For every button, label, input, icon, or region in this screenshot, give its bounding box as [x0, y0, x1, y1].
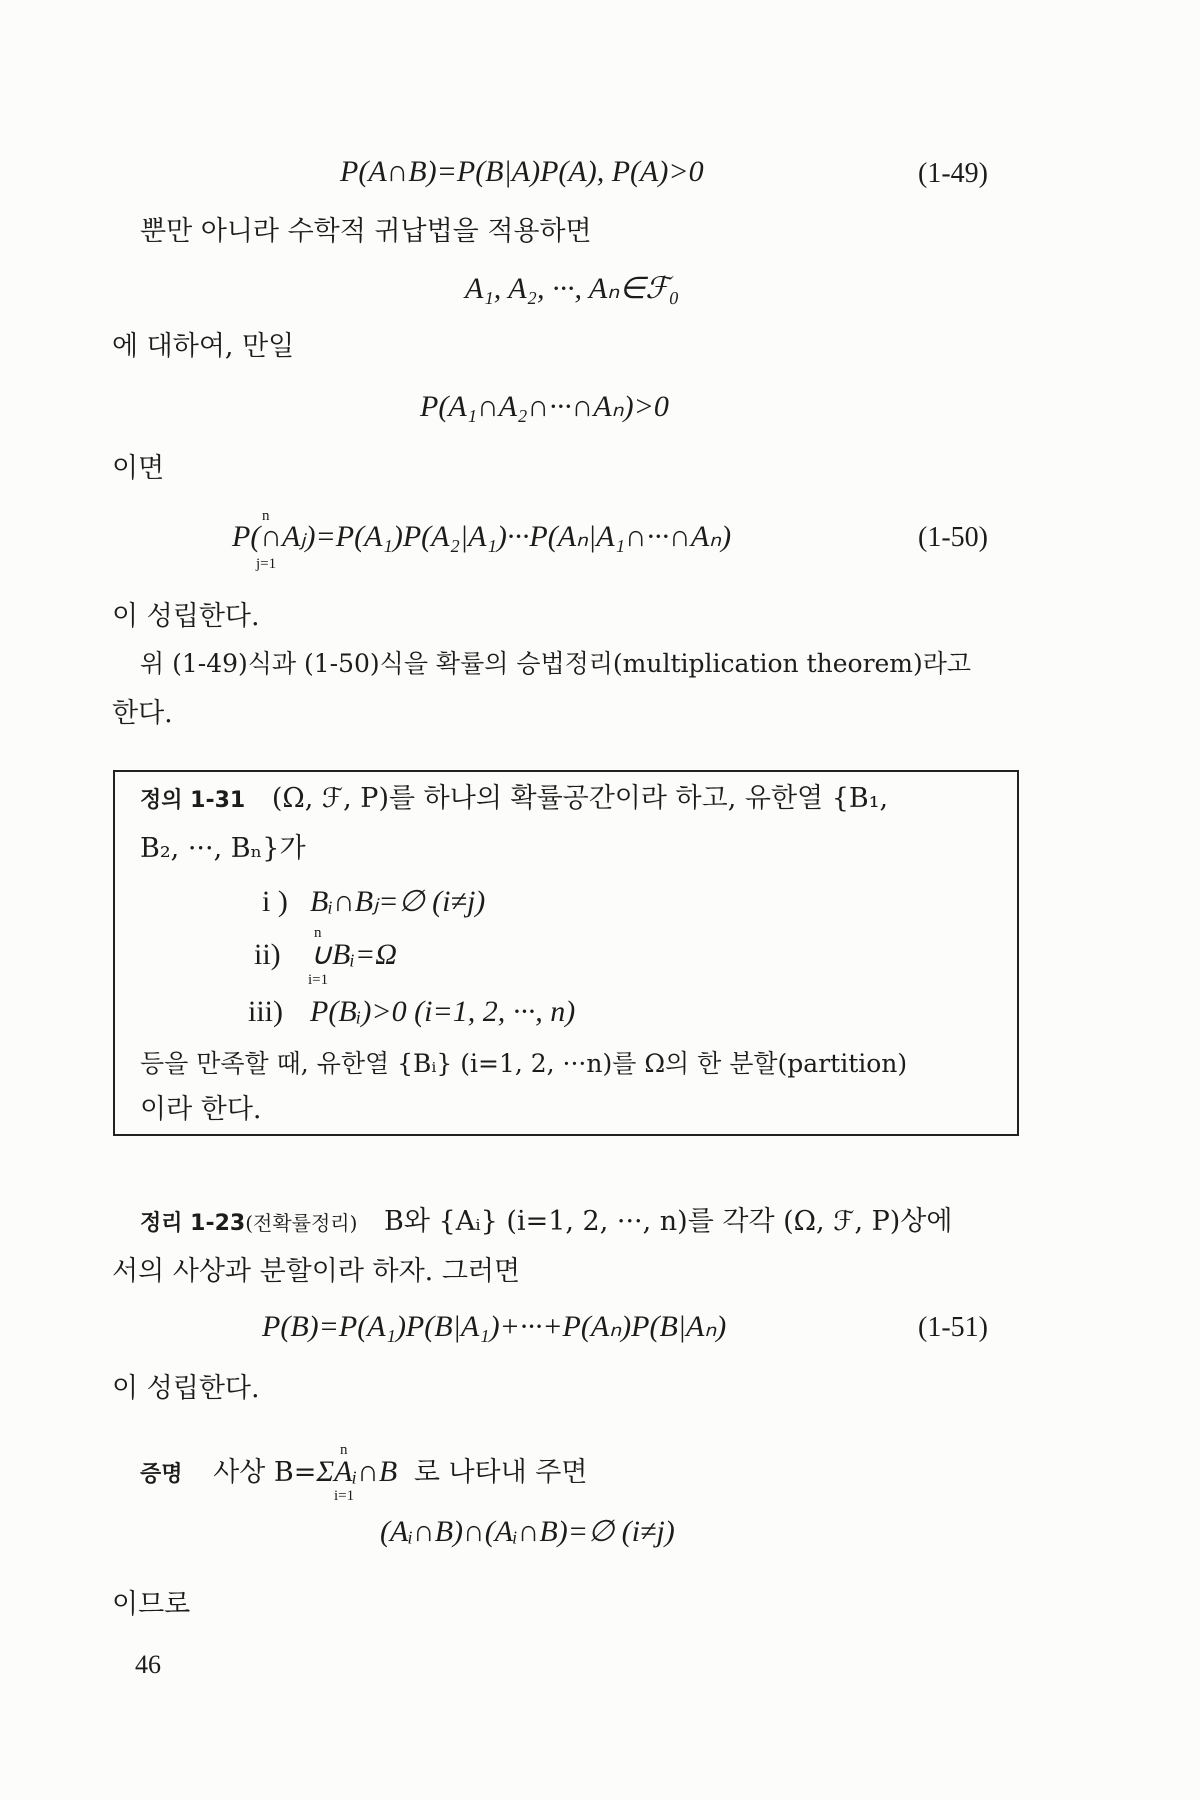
equation-number-1-51: (1-51): [918, 1312, 988, 1343]
definition-item-3-text: P(Bᵢ)>0 (i=1, 2, ···, n): [310, 995, 576, 1028]
definition-item-1-number: i ): [262, 885, 288, 918]
proof-sum-upper-limit: n: [340, 1442, 348, 1458]
theorem-text-1: B와 {Aᵢ} (i=1, 2, ···, n)를 각각 (Ω, ℱ, P)상에: [384, 1206, 953, 1237]
text-therefore: 이므로: [112, 1589, 191, 1620]
paragraph-multiplication-theorem-line2: 한다.: [112, 698, 173, 729]
proof-sum-lower-limit: i=1: [334, 1488, 355, 1504]
proof-label: 증명: [140, 1462, 183, 1487]
sequence-a1-an: A₁, A₂, ···, Aₙ∈ℱ₀: [465, 272, 680, 305]
definition-item-3-number: iii): [248, 995, 283, 1028]
condition-intersection-positive: P(A₁∩A₂∩···∩Aₙ)>0: [420, 390, 669, 423]
paragraph-multiplication-theorem-line1: 위 (1-49)식과 (1-50)식을 확률의 승법정리(multiplication theorem)라고: [140, 649, 972, 678]
equation-1-50: P(∩Aⱼ)=P(A₁)P(A₂|A₁)···P(Aₙ|A₁∩···∩Aₙ): [232, 520, 732, 553]
theorem-line1: [140, 1205, 952, 1241]
definition-item-2-number: ii): [254, 938, 281, 971]
definition-item-2-text: ∪Bᵢ=Ω: [310, 938, 397, 971]
text-for-if: 에 대하여, 만일: [112, 331, 295, 362]
theorem-label: 정리 1-23: [140, 1211, 246, 1236]
definition-conclusion-line2: 이라 한다.: [140, 1094, 262, 1125]
proof-line1: [140, 1455, 587, 1492]
theorem-name: (전확률정리): [245, 1211, 358, 1235]
definition-line2: B₂, ···, Bₙ}가: [140, 833, 306, 864]
text-holds-1: 이 성립한다.: [112, 601, 260, 632]
definition-label: 정의 1-31: [140, 788, 246, 813]
definition-item-1-text: Bᵢ∩Bⱼ=∅ (i≠j): [310, 885, 486, 918]
text-mathematical-induction: 뿐만 아니라 수학적 귀납법을 적용하면: [140, 216, 592, 247]
equation-1-51: P(B)=P(A₁)P(B|A₁)+···+P(Aₙ)P(B|Aₙ): [262, 1310, 727, 1343]
definition-text-1: (Ω, ℱ, P)를 하나의 확률공간이라 하고, 유한열 {B₁,: [271, 783, 889, 814]
page-number: 46: [135, 1650, 161, 1679]
equation-number-1-49: (1-49): [918, 158, 988, 189]
equation-1-49: P(A∩B)=P(B|A)P(A), P(A)>0: [340, 155, 704, 188]
proof-disjoint-formula: (Aᵢ∩B)∩(Aᵢ∩B)=∅ (i≠j): [380, 1515, 675, 1548]
definition-box: [113, 770, 1019, 1136]
eq50-lower-limit: j=1: [256, 556, 277, 572]
equation-number-1-50: (1-50): [918, 522, 988, 553]
text-holds-2: 이 성립한다.: [112, 1373, 260, 1404]
proof-text-b: 로 나타내 주면: [413, 1457, 588, 1488]
text-then: 이면: [112, 453, 165, 484]
definition-item-2-lower-limit: i=1: [308, 972, 329, 988]
definition-line1: [140, 782, 888, 818]
eq50-upper-limit: n: [262, 508, 270, 524]
proof-text-a: 사상 B=: [213, 1457, 317, 1488]
definition-item-2-upper-limit: n: [314, 925, 322, 941]
theorem-line2: 서의 사상과 분할이라 하자. 그러면: [112, 1256, 521, 1287]
proof-sum: ΣAᵢ∩B: [316, 1455, 398, 1488]
definition-conclusion-line1: 등을 만족할 때, 유한열 {Bᵢ} (i=1, 2, ···n)를 Ω의 한 분할(partition): [140, 1049, 908, 1078]
